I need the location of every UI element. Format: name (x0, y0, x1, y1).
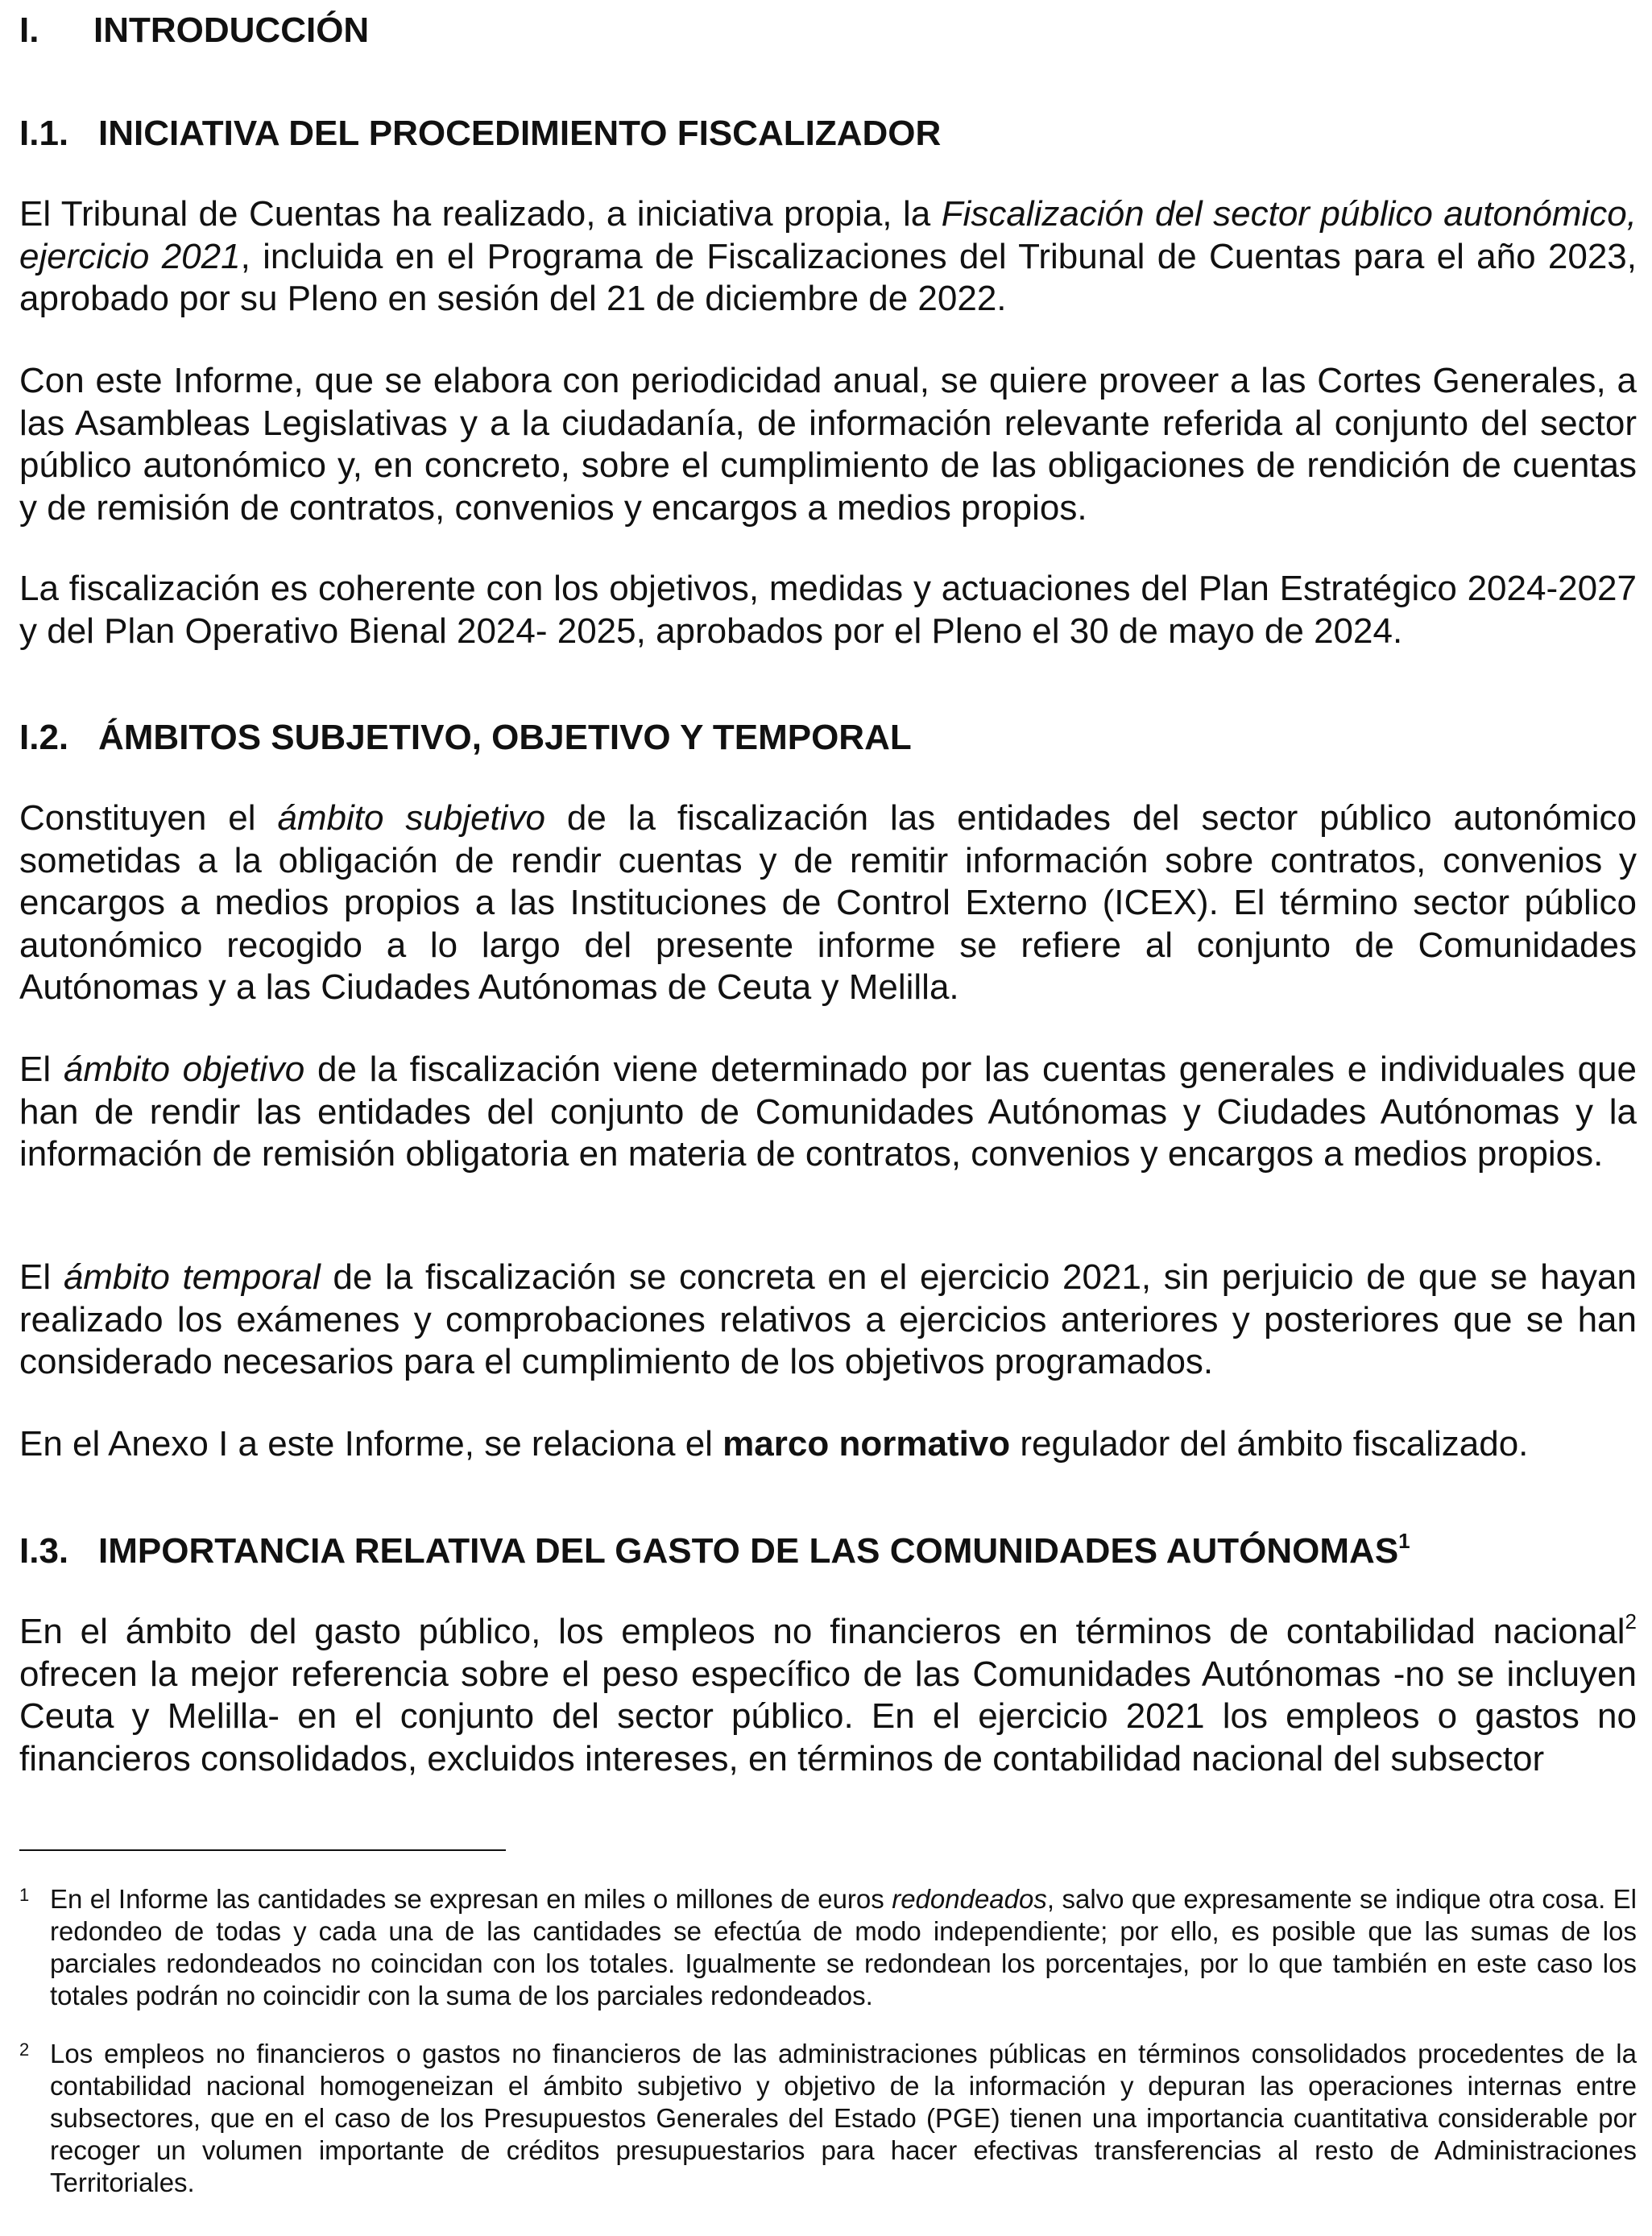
paragraph-1-1 (19, 193, 1637, 321)
text-run: de la fiscalización viene determinado por las cuentas generales e individuales que han de rendir las entidades del conjunto de Comunidades Autónomas y Ciudades Autónomas y la información de remisión obligatoria en materia de contratos, convenios y encargos a medios propios. (19, 1050, 1637, 1174)
text-run: En el Anexo I a este Informe, se relaciona el (19, 1424, 723, 1464)
footnote-mark: 2 (19, 2039, 30, 2060)
footnote-text (50, 2038, 1637, 2199)
text-run: , salvo que expresamente se indique otra cosa. El redondeo de todas y cada una de las cantidades se efectúa de modo independiente; por ello, es posible que las sumas de los parciales redondeados no coincidan con los totales. Igualmente se redondean los porcentajes, por lo que también en este caso los totales podrán no coincidir con la suma de los parciales redondeados. (50, 1884, 1638, 2010)
text-run: , incluida en el Programa de Fiscalizaciones del Tribunal de Cuentas para el año 2023, aprobado por su Pleno en sesión del 21 de diciembre de 2022. (19, 236, 1637, 319)
subsection-title: ÁMBITOS SUBJETIVO, OBJETIVO Y TEMPORAL (98, 718, 912, 757)
italic-title: Fiscalización del sector público autonómico, ejercicio 2021 (19, 194, 1637, 276)
section-title: INTRODUCCIÓN (93, 10, 370, 50)
text-run: regulador del ámbito fiscalizado. (1010, 1424, 1529, 1464)
text-run: de la fiscalización las entidades del sector público autonómico sometidas a la obligación de rendir cuentas y de remitir información sobre contratos, convenios y encargos a medios propios a las Instituciones de Control Externo (ICEX). El término sector público autonómico recogido a lo largo del presente informe se refiere al conjunto de Comunidades Autónomas y a las Ciudades Autónomas de Ceuta y Melilla. (19, 798, 1637, 1008)
footnote-2 (19, 2038, 1637, 2199)
footnote-separator (19, 1849, 506, 1851)
text-run: El (19, 1050, 64, 1089)
bold-term: marco normativo (722, 1424, 1011, 1464)
footnote-text (50, 1883, 1637, 2012)
subsection-number: I.2. (19, 718, 69, 757)
subsection-title (98, 1530, 1410, 1572)
subsection-title: INICIATIVA DEL PROCEDIMIENTO FISCALIZADOR (98, 114, 942, 153)
italic-term: ámbito subjetivo (277, 798, 546, 838)
paragraph-1-3: La fiscalización es coherente con los objetivos, medidas y actuaciones del Plan Estratégico 2024-2027 y del Plan Operativo Bienal 2024- 2025, aprobados por el Pleno el 30 de mayo de 2024. (19, 569, 1637, 651)
subsection-heading-3 (19, 1530, 1410, 1572)
subsection-heading-1 (19, 113, 941, 155)
paragraph-3-1 (19, 1611, 1637, 1780)
subsection-heading-2 (19, 717, 912, 759)
footnote-ref: 2 (1625, 1609, 1637, 1634)
italic-term: ámbito temporal (63, 1257, 321, 1297)
text-run: El (19, 1257, 64, 1297)
footnote-mark: 1 (19, 1885, 30, 1905)
text-run: El Tribunal de Cuentas ha realizado, a iniciativa propia, la (19, 194, 942, 234)
section-number: I. (19, 10, 39, 50)
italic-term: redondeados (892, 1884, 1047, 1914)
text-run: Constituyen el (19, 798, 278, 838)
paragraph-2-2 (19, 1049, 1637, 1176)
text-run: ofrecen la mejor referencia sobre el peso específico de las Comunidades Autónomas -no se incluyen Ceuta y Melilla- en el conjunto del sector público. En el ejercicio 2021 los empleos o gastos no financieros consolidados, excluidos intereses, en términos de contabilidad nacional del subsector (19, 1654, 1637, 1778)
paragraph-1-2: Con este Informe, que se elabora con periodicidad anual, se quiere proveer a las Cortes Generales, a las Asambleas Legislativas y a la ciudadanía, de información relevante referida al conjunto del sector público autonómico y, en concreto, sobre el cumplimiento de las obligaciones de rendición de cuentas y de remisión de contratos, convenios y encargos a medios propios. (19, 361, 1637, 528)
italic-term: ámbito objetivo (63, 1050, 305, 1089)
text-run: Los empleos no financieros o gastos no financieros de las administraciones públicas en términos consolidados procedentes de la contabilidad nacional homogeneizan el ámbito subjetivo y objetivo de la información y depuran las operaciones internas entre subsectores, que en el caso de los Presupuestos Generales del Estado (PGE) tienen una importancia cuantitativa considerable por recoger un volumen importante de créditos presupuestarios para hacer efectivas transferencias al resto de Administraciones Territoriales. (50, 2039, 1637, 2197)
subsection-number: I.3. (19, 1531, 69, 1571)
footnote-1 (19, 1883, 1637, 2012)
text-run: En el Informe las cantidades se expresan en miles o millones de euros (50, 1884, 892, 1914)
footnote-ref: 1 (1398, 1529, 1410, 1553)
paragraph-2-1 (19, 797, 1637, 1009)
subsection-number: I.1. (19, 114, 69, 153)
paragraph-2-4 (19, 1423, 1637, 1466)
section-heading (19, 10, 369, 52)
text-run: En el ámbito del gasto público, los empleos no financieros en términos de contabilidad nacional (19, 1612, 1625, 1651)
paragraph-2-3 (19, 1257, 1637, 1384)
subsection-title-text: IMPORTANCIA RELATIVA DEL GASTO DE LAS COMUNIDADES AUTÓNOMAS (98, 1531, 1399, 1571)
text-run: de la fiscalización se concreta en el ejercicio 2021, sin perjuicio de que se hayan realizado los exámenes y comprobaciones relativos a ejercicios anteriores y posteriores que se han considerado necesarios para el cumplimiento de los objetivos programados. (19, 1257, 1638, 1382)
